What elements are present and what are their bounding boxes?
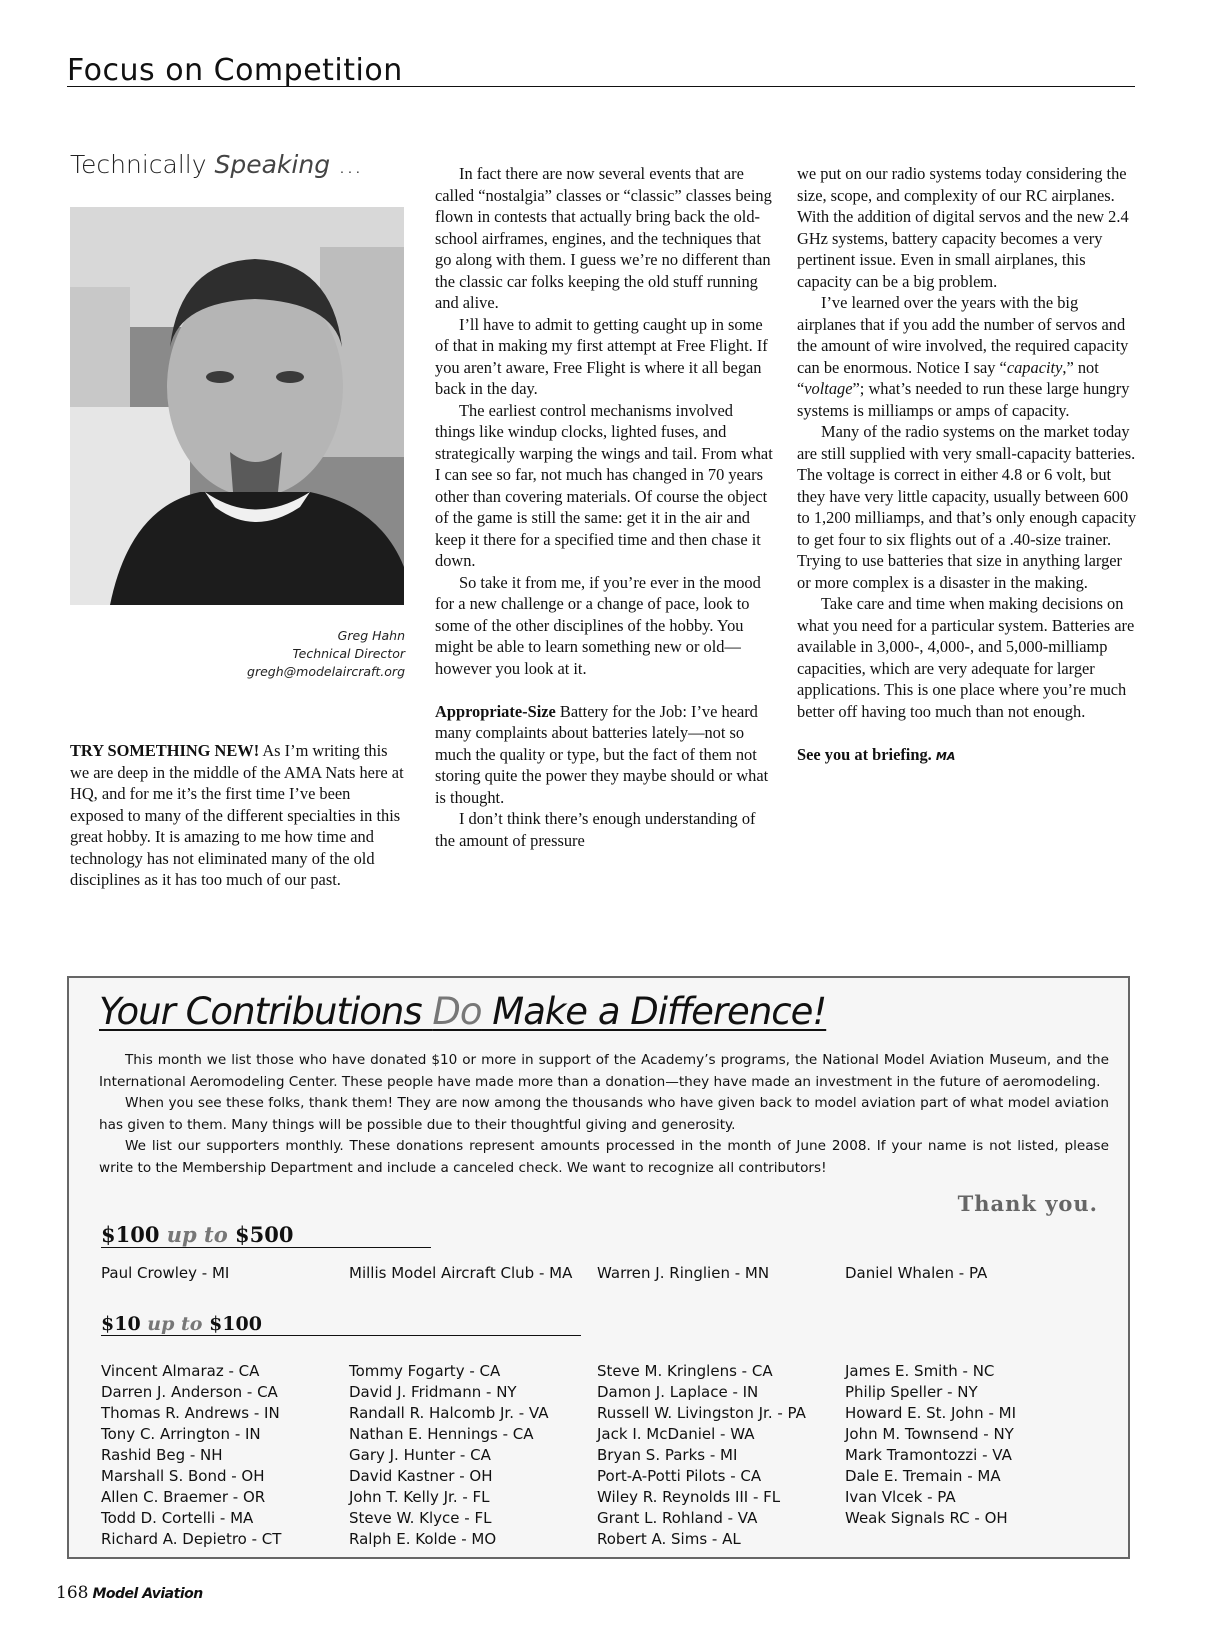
portrait-illustration — [70, 207, 404, 605]
photo-caption — [70, 627, 405, 681]
lead-text: As I’m writing this we are deep in the middle of the AMA Nats here at HQ, and for me it’s the first time I’ve been exposed to many of the different specialties in this great hobby. It is amazing to me how time and technology has not eliminated many of the old disciplines as it has too much of our past. — [70, 741, 404, 889]
donor-name: Warren J. Ringlien - MN — [597, 1264, 770, 1282]
paragraph: we put on our radio systems today considering the size, scope, and complexity of our RC airplanes. With the addition of digital servos and the new 2.4 GHz systems, battery capacity becomes a very pertinent issue. Even in small airplanes, this capacity can be a big problem. — [797, 164, 1129, 291]
tier-heading-100-500 — [101, 1222, 431, 1248]
headline-part: Your Contributions — [99, 990, 433, 1033]
text-run: I’ve learned over the years with the big airplanes that if you add the number of servos and the amount of wire involved, the required capacity can be enormous. Notice I say “ — [797, 293, 1129, 377]
intro-paragraph: We list our supporters monthly. These donations represent amounts processed in the month of June 2008. If your name is not listed, please write to the Membership Department and include a canceled check. We want to recognize all contributors! — [99, 1138, 1109, 1176]
paragraph: Take care and time when making decisions on what you need for a particular system. Batteries are available in 3,000-, 4,000-, and 5,000-milliamp capacities, which are very adequate for larger applications. This is one place where you’re much better off having too much than not enough. — [797, 594, 1135, 721]
donor-name: Russell W. Livingston Jr. - PA — [597, 1404, 806, 1422]
donor-name: Philip Speller - NY — [845, 1383, 978, 1401]
author-role: Technical Director — [292, 646, 405, 661]
donor-name: Thomas R. Andrews - IN — [101, 1404, 280, 1422]
donor-name: Jack I. McDaniel - WA — [597, 1425, 755, 1443]
donor-name: David J. Fridmann - NY — [349, 1383, 517, 1401]
donor-name: Ralph E. Kolde - MO — [349, 1530, 497, 1548]
paragraph — [797, 292, 1137, 421]
donor-list-column-4 — [845, 1361, 1016, 1529]
spacer — [797, 722, 1137, 744]
paragraph: The earliest control mechanisms involved things like windup clocks, lighted fuses, and strategically warping the wings and tail. From what I can see so far, not much has changed in 70 years other than covering materials. Of course the object of the game is still the same: get it in the air and keep it there for a specified time and then chase it down. — [435, 400, 773, 570]
donor-list-column-1 — [101, 1361, 281, 1550]
donor-name: Ivan Vlcek - PA — [845, 1488, 956, 1506]
thank-you-text: Thank you. — [957, 1191, 1098, 1216]
column-1 — [70, 150, 405, 889]
donor-name: Richard A. Depietro - CT — [101, 1530, 282, 1548]
italic-term: voltage — [804, 379, 853, 398]
contributions-box — [67, 976, 1130, 1559]
donor-name: Dale E. Tremain - MA — [845, 1467, 1001, 1485]
donor-list-column-2 — [349, 1361, 549, 1550]
donor-name: Tony C. Arrington - IN — [101, 1425, 261, 1443]
page-number: 168 — [56, 1583, 89, 1603]
closing-text: See you at briefing. — [797, 744, 932, 764]
paragraph: I’ll have to admit to getting caught up in some of that in making my first attempt at Free Flight. If you aren’t aware, Free Flight is where it all began back in the day. — [435, 314, 768, 398]
column-1-text — [70, 740, 405, 891]
donor-name: David Kastner - OH — [349, 1467, 493, 1485]
author-name: Greg Hahn — [337, 628, 405, 643]
kicker-prefix: Technically — [70, 150, 215, 179]
text-run: ”; what’s needed to run these large hungry systems is milliamps or amps of capacity. — [797, 379, 1130, 420]
column-2 — [435, 163, 775, 851]
donor-name: Steve M. Kringlens - CA — [597, 1362, 773, 1380]
section-title: Focus on Competition — [67, 53, 403, 88]
donor-name: Weak Signals RC - OH — [845, 1509, 1008, 1527]
signoff-mark: MA — [935, 749, 956, 763]
donor-name: John T. Kelly Jr. - FL — [349, 1488, 490, 1506]
donor-name: Randall R. Halcomb Jr. - VA — [349, 1404, 549, 1422]
section-text: Battery for the Job: I’ve heard many complaints about batteries lately—not so much the quality or type, but the fact of them not storing quite the power they maybe should or what is thought. — [435, 701, 769, 807]
headline-part: Make a Difference! — [481, 990, 827, 1033]
column-3 — [797, 163, 1137, 767]
intro-paragraph: When you see these folks, thank them! They are now among the thousands who have given back to model aviation part of what model aviation has given to them. Many things will be possible due to their thoughtful giving and generosity. — [99, 1095, 1109, 1133]
tier-low: $10 — [101, 1313, 141, 1335]
tier-high: $100 — [209, 1313, 262, 1335]
closing-line — [797, 744, 1137, 768]
magazine-name: Model Aviation — [92, 1586, 203, 1602]
donor-name: Port-A-Potti Pilots - CA — [597, 1467, 762, 1485]
tier-mid: up to — [140, 1313, 210, 1335]
paragraph: I don’t think there’s enough understanding of the amount of pressure — [435, 809, 756, 850]
donor-name: Gary J. Hunter - CA — [349, 1446, 491, 1464]
donor-name: Tommy Fogarty - CA — [349, 1362, 501, 1380]
lead-bold: TRY SOMETHING NEW! — [70, 741, 260, 760]
kicker-suffix: ... — [330, 150, 362, 179]
donor-name: John M. Townsend - NY — [845, 1425, 1014, 1443]
contributions-intro — [99, 1050, 1109, 1179]
donor-name: Robert A. Sims - AL — [597, 1530, 741, 1548]
donor-name: Darren J. Anderson - CA — [101, 1383, 278, 1401]
donor-name: Steve W. Klyce - FL — [349, 1509, 492, 1527]
intro-paragraph: This month we list those who have donated $10 or more in support of the Academy’s programs, the National Model Aviation Museum, and the International Aeromodeling Center. These people have made more than a donation—they have made an investment in the future of aeromodeling. — [99, 1052, 1109, 1090]
donor-name: James E. Smith - NC — [845, 1362, 995, 1380]
author-email[interactable]: gregh@modelaircraft.org — [247, 664, 405, 679]
section-heading: Appropriate-Size — [435, 701, 556, 721]
donor-name: Daniel Whalen - PA — [845, 1264, 988, 1282]
donor-name: Todd D. Cortelli - MA — [101, 1509, 254, 1527]
donor-name: Nathan E. Hennings - CA — [349, 1425, 534, 1443]
donor-name: Vincent Almaraz - CA — [101, 1362, 260, 1380]
spacer — [435, 679, 775, 701]
kicker-italic: Speaking — [214, 150, 331, 179]
paragraph: In fact there are now several events that are called “nostalgia” classes or “classic” classes being flown in contests that actually bring back the old-school airframes, engines, and the techniques that go along with them. I guess we’re no different than the classic car folks keeping the old stuff running and alive. — [435, 164, 772, 312]
tier-high: $500 — [235, 1222, 294, 1247]
donor-name: Rashid Beg - NH — [101, 1446, 223, 1464]
donor-name: Grant L. Rohland - VA — [597, 1509, 758, 1527]
paragraph: Many of the radio systems on the market today are still supplied with very small-capacity batteries. The voltage is correct in either 4.8 or 6 volt, but they have very little capacity, usually between 600 to 1,200 milliamps, and that’s only enough capacity to get four to six flights out of a .40-size trainer. Trying to use batteries that size in anything larger or more complex is a disaster in the making. — [797, 422, 1137, 592]
donor-name: Damon J. Laplace - IN — [597, 1383, 759, 1401]
donor-name: Millis Model Aircraft Club - MA — [349, 1264, 573, 1282]
tier-low: $100 — [101, 1222, 160, 1247]
contributions-headline — [99, 990, 826, 1033]
donor-name: Mark Tramontozzi - VA — [845, 1446, 1012, 1464]
donor-name: Wiley R. Reynolds III - FL — [597, 1488, 781, 1506]
italic-term: capacity — [1006, 357, 1063, 377]
section-header — [67, 52, 1135, 87]
lead-paragraph — [70, 740, 405, 891]
author-photo — [70, 207, 404, 605]
tier-mid: up to — [159, 1222, 236, 1247]
donor-name: Marshall S. Bond - OH — [101, 1467, 265, 1485]
section-paragraph — [435, 701, 775, 809]
text-run: ,” not “ — [797, 357, 1099, 398]
donor-name: Allen C. Braemer - OR — [101, 1488, 266, 1506]
donor-name: Paul Crowley - MI — [101, 1264, 230, 1282]
donor-name: Howard E. St. John - MI — [845, 1404, 1016, 1422]
column-kicker — [70, 150, 405, 179]
headline-emphasis: Do — [432, 990, 482, 1033]
paragraph: So take it from me, if you’re ever in the mood for a new challenge or a change of pace, look to some of the other disciplines of the hobby. You might be able to learn something new or old—however you look at it. — [435, 572, 761, 678]
donor-list-column-3 — [597, 1361, 806, 1550]
tier-heading-10-100 — [101, 1313, 581, 1336]
page-footer — [56, 1583, 203, 1603]
donor-name: Bryan S. Parks - MI — [597, 1446, 738, 1464]
